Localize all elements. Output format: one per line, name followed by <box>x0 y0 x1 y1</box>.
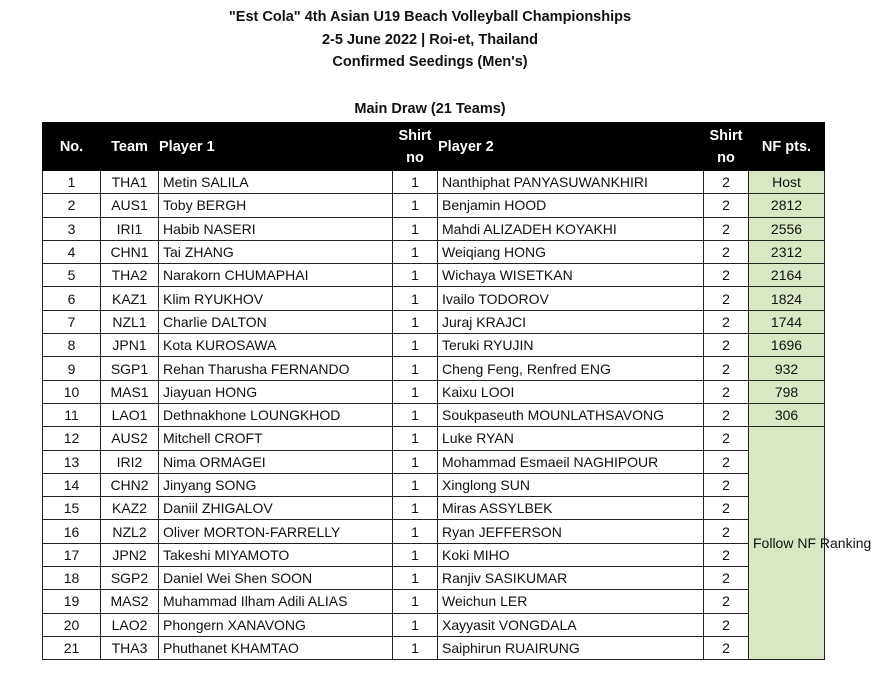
table-row <box>43 287 825 310</box>
cell-player1: Jiayuan HONG <box>159 380 393 403</box>
table-row <box>43 590 825 613</box>
cell-shirt1: 1 <box>393 427 438 450</box>
cell-nf-pts: 2812 <box>749 194 825 217</box>
cell-shirt2: 2 <box>704 194 749 217</box>
championship-title: "Est Cola" 4th Asian U19 Beach Volleyball Championships <box>228 9 632 25</box>
cell-no: 12 <box>43 427 101 450</box>
cell-player2: Nanthiphat PANYASUWANKHIRI <box>438 171 704 194</box>
shirt2-header-line2: no <box>717 149 735 166</box>
cell-team: CHN2 <box>101 473 159 496</box>
cell-shirt2: 2 <box>704 380 749 403</box>
cell-team: JPN1 <box>101 334 159 357</box>
shirt1-header-line2: no <box>406 149 424 166</box>
cell-shirt1: 1 <box>393 334 438 357</box>
cell-no: 16 <box>43 520 101 543</box>
cell-player2: Ryan JEFFERSON <box>438 520 704 543</box>
cell-player1: Tai ZHANG <box>159 240 393 263</box>
cell-shirt1: 1 <box>393 636 438 659</box>
table-row <box>43 497 825 520</box>
cell-team: NZL1 <box>101 310 159 333</box>
cell-team: MAS2 <box>101 590 159 613</box>
cell-player2: Weiqiang HONG <box>438 240 704 263</box>
cell-shirt1: 1 <box>393 613 438 636</box>
cell-no: 14 <box>43 473 101 496</box>
cell-player2: Mohammad Esmaeil NAGHIPOUR <box>438 450 704 473</box>
cell-nf-pts: 306 <box>749 403 825 426</box>
document-title: Confirmed Seedings (Men's) <box>332 54 528 70</box>
table-row <box>43 520 825 543</box>
table-caption: Main Draw (21 Teams) <box>354 101 506 117</box>
cell-no: 7 <box>43 310 101 333</box>
cell-player1: Kota KUROSAWA <box>159 334 393 357</box>
cell-team: JPN2 <box>101 543 159 566</box>
cell-player1: Rehan Tharusha FERNANDO <box>159 357 393 380</box>
cell-player1: Muhammad Ilham Adili ALIAS <box>159 590 393 613</box>
cell-shirt1: 1 <box>393 543 438 566</box>
cell-team: LAO1 <box>101 403 159 426</box>
table-row <box>43 240 825 263</box>
cell-player2: Mahdi ALIZADEH KOYAKHI <box>438 217 704 240</box>
cell-nf-pts: 798 <box>749 380 825 403</box>
cell-nf-pts: 1696 <box>749 334 825 357</box>
shirt1-header-line1: Shirt <box>398 127 432 144</box>
cell-shirt2: 2 <box>704 427 749 450</box>
cell-player2: Cheng Feng, Renfred ENG <box>438 357 704 380</box>
cell-team: MAS1 <box>101 380 159 403</box>
cell-no: 1 <box>43 171 101 194</box>
col-no-header: No. <box>43 123 101 171</box>
cell-player2: Wichaya WISETKAN <box>438 264 704 287</box>
cell-no: 4 <box>43 240 101 263</box>
cell-shirt1: 1 <box>393 217 438 240</box>
table-row <box>43 357 825 380</box>
col-shirt2-header <box>704 123 749 171</box>
cell-no: 13 <box>43 450 101 473</box>
cell-shirt1: 1 <box>393 590 438 613</box>
cell-player2: Xinglong SUN <box>438 473 704 496</box>
event-date-location: 2-5 June 2022 | Roi-et, Thailand <box>322 31 538 48</box>
cell-team: NZL2 <box>101 520 159 543</box>
cell-shirt2: 2 <box>704 264 749 287</box>
cell-nf-pts: 2164 <box>749 264 825 287</box>
cell-nf-pts: 2556 <box>749 217 825 240</box>
cell-player1: Dethnakhone LOUNGKHOD <box>159 403 393 426</box>
cell-player1: Nima ORMAGEI <box>159 450 393 473</box>
cell-no: 11 <box>43 403 101 426</box>
table-row <box>43 264 825 287</box>
cell-player1: Mitchell CROFT <box>159 427 393 450</box>
cell-player2: Ranjiv SASIKUMAR <box>438 567 704 590</box>
cell-shirt2: 2 <box>704 613 749 636</box>
cell-shirt1: 1 <box>393 567 438 590</box>
cell-shirt1: 1 <box>393 171 438 194</box>
table-body <box>43 171 871 660</box>
cell-player1: Daniil ZHIGALOV <box>159 497 393 520</box>
cell-player1: Habib NASERI <box>159 217 393 240</box>
cell-player1: Phuthanet KHAMTAO <box>159 636 393 659</box>
table-row <box>43 450 825 473</box>
cell-shirt1: 1 <box>393 357 438 380</box>
cell-team: KAZ1 <box>101 287 159 310</box>
cell-no: 10 <box>43 380 101 403</box>
cell-player1: Phongern XANAVONG <box>159 613 393 636</box>
table-row <box>43 473 825 496</box>
cell-shirt2: 2 <box>704 310 749 333</box>
cell-team: SGP1 <box>101 357 159 380</box>
table-row <box>43 194 825 217</box>
cell-shirt2: 2 <box>704 403 749 426</box>
table-row <box>43 217 825 240</box>
cell-no: 2 <box>43 194 101 217</box>
cell-no: 15 <box>43 497 101 520</box>
cell-no: 18 <box>43 567 101 590</box>
cell-player2: Miras ASSYLBEK <box>438 497 704 520</box>
cell-team: IRI1 <box>101 217 159 240</box>
cell-player1: Narakorn CHUMAPHAI <box>159 264 393 287</box>
cell-shirt1: 1 <box>393 287 438 310</box>
cell-shirt2: 2 <box>704 217 749 240</box>
cell-team: CHN1 <box>101 240 159 263</box>
cell-player1: Metin SALILA <box>159 171 393 194</box>
shirt2-header-line1: Shirt <box>709 127 743 144</box>
table-row <box>43 427 825 450</box>
cell-shirt1: 1 <box>393 450 438 473</box>
cell-shirt2: 2 <box>704 334 749 357</box>
cell-nf-pts: Host <box>749 171 825 194</box>
cell-player2: Ivailo TODOROV <box>438 287 704 310</box>
cell-shirt2: 2 <box>704 450 749 473</box>
cell-player1: Toby BERGH <box>159 194 393 217</box>
cell-player1: Klim RYUKHOV <box>159 287 393 310</box>
cell-team: SGP2 <box>101 567 159 590</box>
cell-shirt2: 2 <box>704 567 749 590</box>
cell-shirt2: 2 <box>704 240 749 263</box>
cell-shirt1: 1 <box>393 264 438 287</box>
cell-no: 5 <box>43 264 101 287</box>
cell-player2: Teruki RYUJIN <box>438 334 704 357</box>
cell-player1: Daniel Wei Shen SOON <box>159 567 393 590</box>
cell-player2: Juraj KRAJCI <box>438 310 704 333</box>
table-row <box>43 636 825 659</box>
cell-nf-pts: 2312 <box>749 240 825 263</box>
table-row <box>43 380 825 403</box>
cell-player2: Weichun LER <box>438 590 704 613</box>
cell-no: 8 <box>43 334 101 357</box>
col-player2-header: Player 2 <box>438 123 704 171</box>
col-player1-header: Player 1 <box>159 123 393 171</box>
cell-shirt2: 2 <box>704 357 749 380</box>
cell-no: 3 <box>43 217 101 240</box>
cell-team: AUS2 <box>101 427 159 450</box>
cell-nf-pts: 1824 <box>749 287 825 310</box>
table-row <box>43 613 825 636</box>
cell-nf-pts: 932 <box>749 357 825 380</box>
document-header <box>0 6 860 74</box>
cell-player1: Oliver MORTON-FARRELLY <box>159 520 393 543</box>
cell-team: THA1 <box>101 171 159 194</box>
cell-player2: Luke RYAN <box>438 427 704 450</box>
cell-team: IRI2 <box>101 450 159 473</box>
cell-nf-pts: 1744 <box>749 310 825 333</box>
cell-player1: Jinyang SONG <box>159 473 393 496</box>
cell-no: 20 <box>43 613 101 636</box>
cell-shirt2: 2 <box>704 543 749 566</box>
cell-shirt2: 2 <box>704 497 749 520</box>
cell-no: 6 <box>43 287 101 310</box>
cell-shirt1: 1 <box>393 194 438 217</box>
cell-no: 21 <box>43 636 101 659</box>
cell-player2: Xayyasit VONGDALA <box>438 613 704 636</box>
cell-shirt2: 2 <box>704 171 749 194</box>
cell-player2: Soukpaseuth MOUNLATHSAVONG <box>438 403 704 426</box>
cell-shirt1: 1 <box>393 310 438 333</box>
cell-player1: Charlie DALTON <box>159 310 393 333</box>
follow-nf-ranking-note: Follow NF Ranking <box>749 427 825 660</box>
cell-shirt1: 1 <box>393 520 438 543</box>
cell-player2: Saiphirun RUAIRUNG <box>438 636 704 659</box>
cell-shirt2: 2 <box>704 520 749 543</box>
cell-player2: Benjamin HOOD <box>438 194 704 217</box>
col-team-header: Team <box>101 123 159 171</box>
cell-no: 9 <box>43 357 101 380</box>
table-row <box>43 543 825 566</box>
seedings-table <box>42 122 871 660</box>
cell-shirt1: 1 <box>393 380 438 403</box>
cell-team: THA2 <box>101 264 159 287</box>
cell-shirt2: 2 <box>704 287 749 310</box>
table-row <box>43 310 825 333</box>
cell-player1: Takeshi MIYAMOTO <box>159 543 393 566</box>
cell-shirt1: 1 <box>393 473 438 496</box>
cell-player2: Koki MIHO <box>438 543 704 566</box>
cell-shirt1: 1 <box>393 403 438 426</box>
table-header-row <box>43 123 825 171</box>
cell-player2: Kaixu LOOI <box>438 380 704 403</box>
col-nf-pts-header: NF pts. <box>749 123 825 171</box>
cell-shirt2: 2 <box>704 636 749 659</box>
cell-no: 17 <box>43 543 101 566</box>
cell-shirt1: 1 <box>393 497 438 520</box>
cell-shirt2: 2 <box>704 590 749 613</box>
cell-shirt1: 1 <box>393 240 438 263</box>
cell-team: AUS1 <box>101 194 159 217</box>
cell-no: 19 <box>43 590 101 613</box>
cell-team: KAZ2 <box>101 497 159 520</box>
col-shirt1-header <box>393 123 438 171</box>
table-row <box>43 334 825 357</box>
table-row <box>43 403 825 426</box>
table-row <box>43 171 825 194</box>
cell-shirt2: 2 <box>704 473 749 496</box>
table-row <box>43 567 825 590</box>
cell-team: THA3 <box>101 636 159 659</box>
cell-team: LAO2 <box>101 613 159 636</box>
